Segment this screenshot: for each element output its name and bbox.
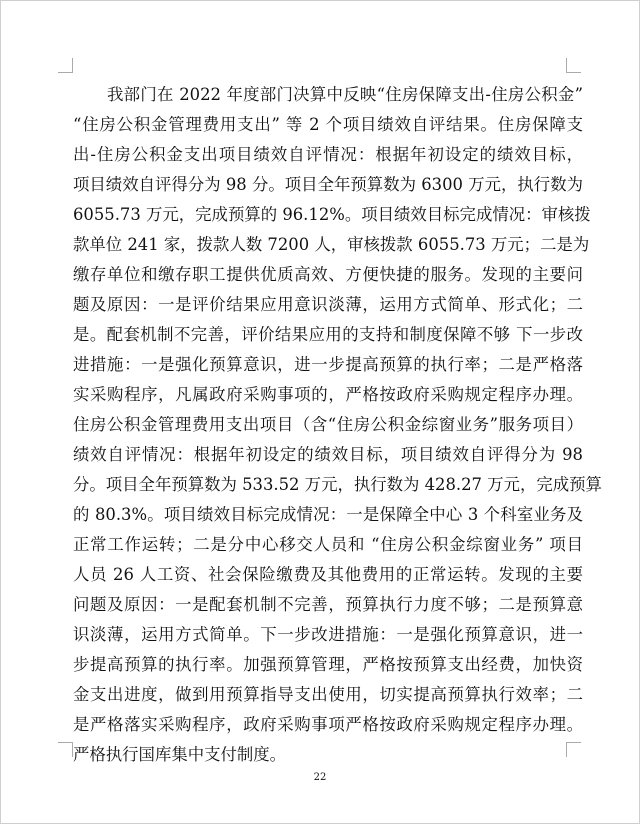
paragraph-line: 实采购程序，凡属政府采购事项的，严格按政府采购规定程序办理。 [73, 385, 583, 404]
paragraph-line: 步提高预算的执行率。加强预算管理，严格按预算支出经费，加快资 [73, 655, 583, 674]
paragraph-line: 是严格落实采购程序，政府采购事项严格按政府采购规定程序办理。 [73, 715, 583, 734]
paragraph-line: 进措施：一是强化预算意识，进一步提高预算的执行率；二是严格落 [73, 355, 583, 374]
page-number: 22 [313, 772, 327, 783]
paragraph-line: 人员 26 人工资、社会保险缴费及其他费用的正常运转。发现的主要 [73, 565, 583, 584]
paragraph-line: “住房公积金管理费用支出” 等 2 个项目绩效自评结果。住房保障支 [73, 115, 583, 134]
paragraph-line: 绩效自评情况：根据年初设定的绩效目标，项目绩效自评得分为 98 [73, 445, 583, 464]
paragraph-line: 我部门在 2022 年度部门决算中反映“住房保障支出-住房公积金” [107, 85, 583, 104]
paragraph-line: 严格执行国库集中支付制度。 [73, 745, 287, 764]
paragraph-line: 缴存单位和缴存职工提供优质高效、方便快捷的服务。发现的主要问 [73, 265, 583, 284]
crop-mark-bottom-left [58, 742, 73, 757]
paragraph-line: 住房公积金管理费用支出项目（含“住房公积金综窗业务”服务项目） [73, 415, 583, 434]
paragraph-line: 识淡薄，运用方式简单。下一步改进措施：一是强化预算意识，进一 [73, 625, 583, 644]
paragraph-line: 正常工作运转；二是分中心移交人员和 “住房公积金综窗业务” 项目 [73, 535, 583, 554]
paragraph-line: 是。配套机制不完善，评价结果应用的支持和制度保障不够 下一步改 [73, 325, 583, 344]
paragraph-line: 6055.73 万元，完成预算的 96.12%。项目绩效目标完成情况：审核拨 [73, 205, 591, 224]
paragraph-line: 问题及原因：一是配套机制不完善，预算执行力度不够；二是预算意 [73, 595, 583, 614]
paragraph-line: 款单位 241 家，拨款人数 7200 人，审核拨款 6055.73 万元；二是为 [73, 235, 590, 254]
crop-mark-top-left [58, 58, 73, 73]
crop-mark-top-right [566, 58, 581, 73]
paragraph-line: 项目绩效自评得分为 98 分。项目全年预算数为 6300 万元，执行数为 [73, 175, 583, 194]
paragraph-line: 题及原因：一是评价结果应用意识淡薄，运用方式简单、形式化；二 [73, 295, 583, 314]
body-paragraph [73, 80, 602, 770]
paragraph-line: 的 80.3%。项目绩效目标完成情况：一是保障全中心 3 个科室业务及 [73, 505, 583, 524]
paragraph-line: 分。项目全年预算数为 533.52 万元，执行数为 428.27 万元，完成预算 [73, 475, 602, 494]
paragraph-line: 出-住房公积金支出项目绩效自评情况：根据年初设定的绩效目标， [73, 145, 583, 164]
paragraph-line: 金支出进度，做到用预算指导支出使用，切实提高预算执行效率；二 [73, 685, 583, 704]
